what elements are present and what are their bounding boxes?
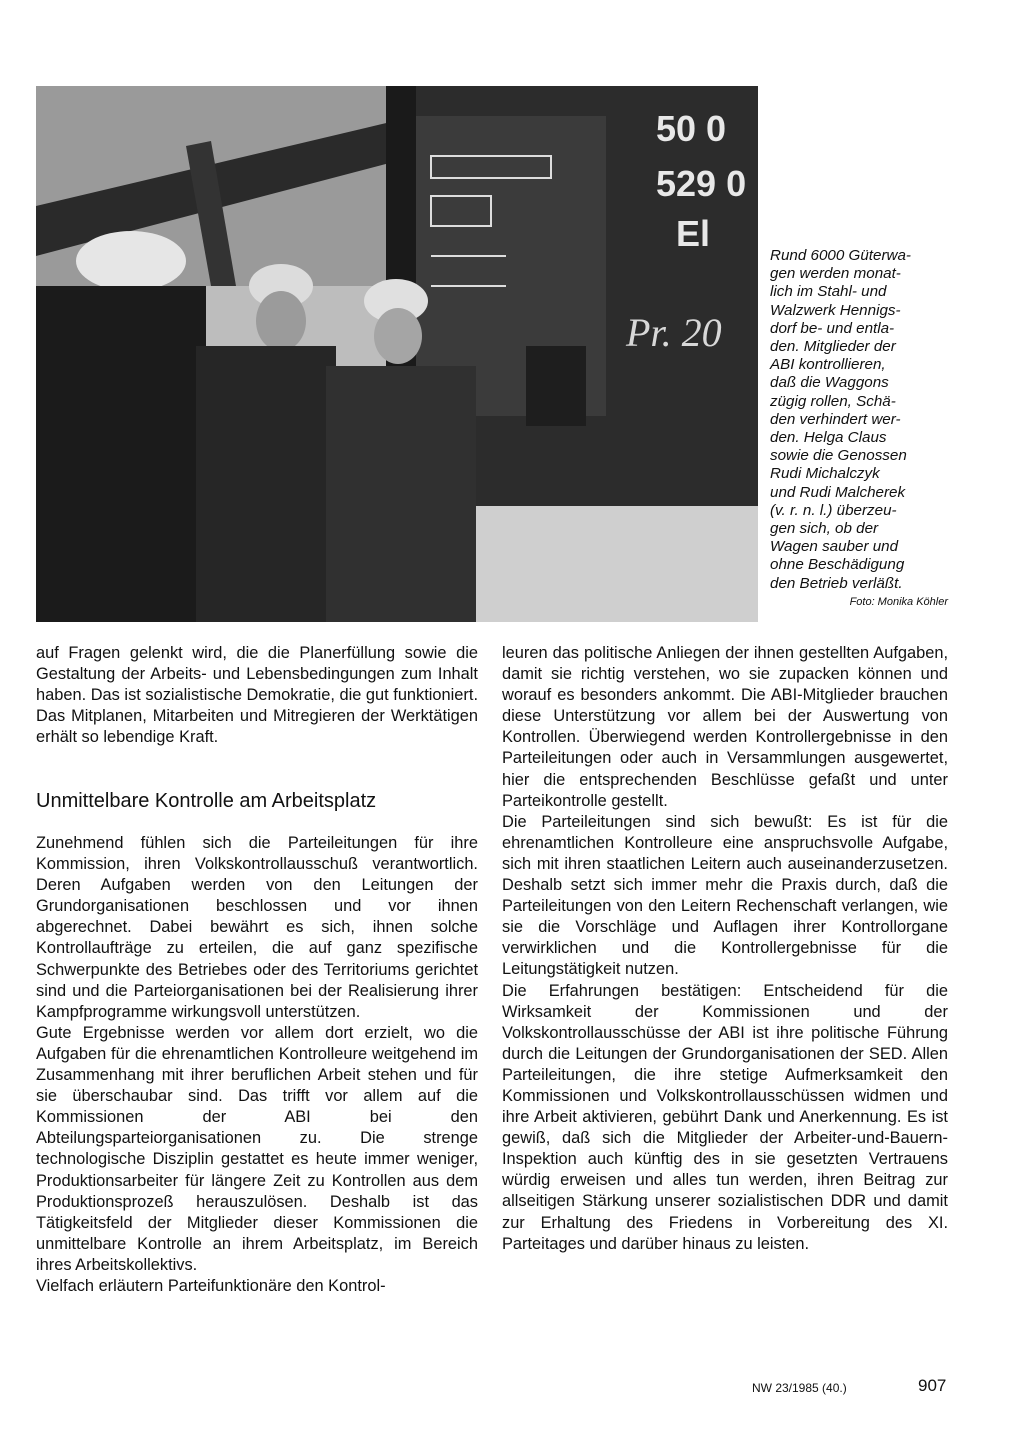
- right-column: [502, 643, 948, 1255]
- caption-line: Rudi Michalczyk: [770, 465, 880, 483]
- article-photo: [36, 86, 758, 622]
- caption-line: Wagen sauber und: [770, 538, 899, 556]
- caption-line: zügig rollen, Schä-: [770, 392, 896, 410]
- left-column-body: [36, 833, 478, 1297]
- wagon-marking-3: El: [676, 213, 711, 254]
- caption-line: gen sich, ob der: [770, 520, 879, 538]
- caption-line: ohne Beschädigung: [770, 556, 905, 574]
- issue-reference: NW 23/1985 (40.): [752, 1381, 847, 1395]
- caption-line: den Betrieb verläßt.: [770, 574, 903, 592]
- wagon-marking-1: 50 0: [656, 108, 727, 149]
- caption-line: sowie die Genossen: [770, 447, 907, 465]
- photo-credit: Foto: Monika Köhler: [849, 595, 948, 608]
- caption-line: lich im Stahl- und: [770, 283, 887, 301]
- caption-line: Rund 6000 Güterwa-: [770, 247, 911, 264]
- paragraph: leuren das politische Anliegen der ihnen gestellten Aufgaben, damit sie richtig verstehen, wo sie zupacken können und worauf es besonders ankommt. Die ABI-Mitglieder brauchen diese Unterstützung vor allem bei der Auswertung von Kontrollen. Überwiegend werden Kontrollergebnisse in den Parteileitungen oder auch in Versammlungen ausgewertet, hier die entsprechenden Beschlüsse gefaßt und unter Parteikontrolle gestellt.: [502, 644, 948, 810]
- paragraph: Zunehmend fühlen sich die Parteileitungen für ihre Kommission, ihren Volkskontrollausschuß verantwortlich. Deren Aufgaben werden von den Leitungen der Grundorganisationen beschlossen und vor ihnen abgerechnet. Dabei bewährt es sich, ihnen solche Kontrollaufträge zu erteilen, die auf ganz spezifische Schwerpunkte des Betriebes oder des Territoriums gerichtet sind und die Parteiorganisationen bei der Realisierung ihrer Kampfprogramme wirkungsvoll unterstützen.: [36, 834, 478, 1021]
- section-heading: Unmittelbare Kontrolle am Arbeitsplatz: [36, 790, 377, 812]
- caption-line: den verhindert wer-: [770, 410, 901, 428]
- wagon-chalk-writing: Pr. 20: [626, 310, 722, 355]
- caption-line: (v. r. n. l.) überzeu-: [770, 501, 897, 519]
- caption-line: daß die Waggons: [770, 374, 889, 392]
- caption-line: ABI kontrollieren,: [770, 356, 886, 374]
- photo-caption: [770, 247, 948, 609]
- paragraph: Gute Ergebnisse werden vor allem dort erzielt, wo die Aufgaben für die ehrenamtlichen Kontrolleure weitgehend im Zusammenhang mit ihrer beruflichen Arbeit stehen und für sie überschaubar sind. Das trifft vor allem auf die Kommissionen der ABI bei den Abteilungsparteiorganisationen zu. Die strenge technologische Disziplin gestattet es heute immer weniger, Produktionsarbeiter für längere Zeit zu Kontrollen aus dem Produktionsprozeß herauszulösen. Deshalb ist das Tätigkeitsfeld der Mitglieder dieser Kommissionen die unmittelbare Kontrolle an ihrem Arbeitsplatz, im Bereich ihres Arbeitskollektivs.: [36, 1023, 478, 1274]
- caption-line: den. Mitglieder der: [770, 338, 896, 356]
- paragraph: Die Parteileitungen sind sich bewußt: Es ist für die ehrenamtlichen Kontrolleure eine anspruchsvolle Aufgabe, sich mit ihren staatlichen Leitern auch auseinanderzusetzen. Deshalb setzt sich immer mehr die Praxis durch, daß die Parteileitungen von den Leitern Rechenschaft verlangen, wie sie die Vorschläge und Auflagen ihrer Kontrollorgane verwirklichen und die Kontrollergebnisse für die Leitungstätigkeit nutzen.: [502, 812, 948, 979]
- caption-line: den. Helga Claus: [770, 429, 887, 447]
- paragraph: Vielfach erläutern Parteifunktionäre den Kontrol-: [36, 1276, 386, 1295]
- caption-line: gen werden monat-: [770, 265, 901, 283]
- photo-illustration: [36, 86, 758, 622]
- wagon-marking-2: 529 0: [656, 163, 747, 204]
- paragraph: Die Erfahrungen bestätigen: Entscheidend für die Wirksamkeit der Kommissionen und der Volkskontrollausschüsse der ABI ist ihre politische Führung durch die Leitungen der Grundorganisationen der SED. Allen Parteileitungen, die ihre stetige Aufmerksamkeit den Kommissionen und Volkskontrollausschüssen widmen und ihre Arbeit aktivieren, gebührt Dank und Anerkennung. Es ist gewiß, daß sich die Mitglieder der Arbeiter-und-Bauern-Inspektion auch künftig des in sie gesetzten Vertrauens würdig erweisen und alles tun werden, ihren Beitrag zur allseitigen Stärkung unserer sozialistischen DDR und damit zur Erhaltung des Friedens in Vorbereitung des XI. Parteitages und darüber hinaus zu leisten.: [502, 981, 948, 1253]
- page-number: 907: [918, 1376, 947, 1395]
- paragraph: auf Fragen gelenkt wird, die die Planerfüllung sowie die Gestaltung der Arbeits- und Lebensbedingungen zum Inhalt haben. Das ist sozialistische Demokratie, die gut funktioniert. Das Mitplanen, Mitarbeiten und Mitregieren der Werktätigen erhält so lebendige Kraft.: [36, 644, 478, 747]
- caption-line: und Rudi Malcherek: [770, 483, 906, 501]
- caption-line: Walzwerk Hennigs-: [770, 301, 901, 319]
- caption-line: dorf be- und entla-: [770, 319, 895, 337]
- left-column-intro: [36, 643, 478, 748]
